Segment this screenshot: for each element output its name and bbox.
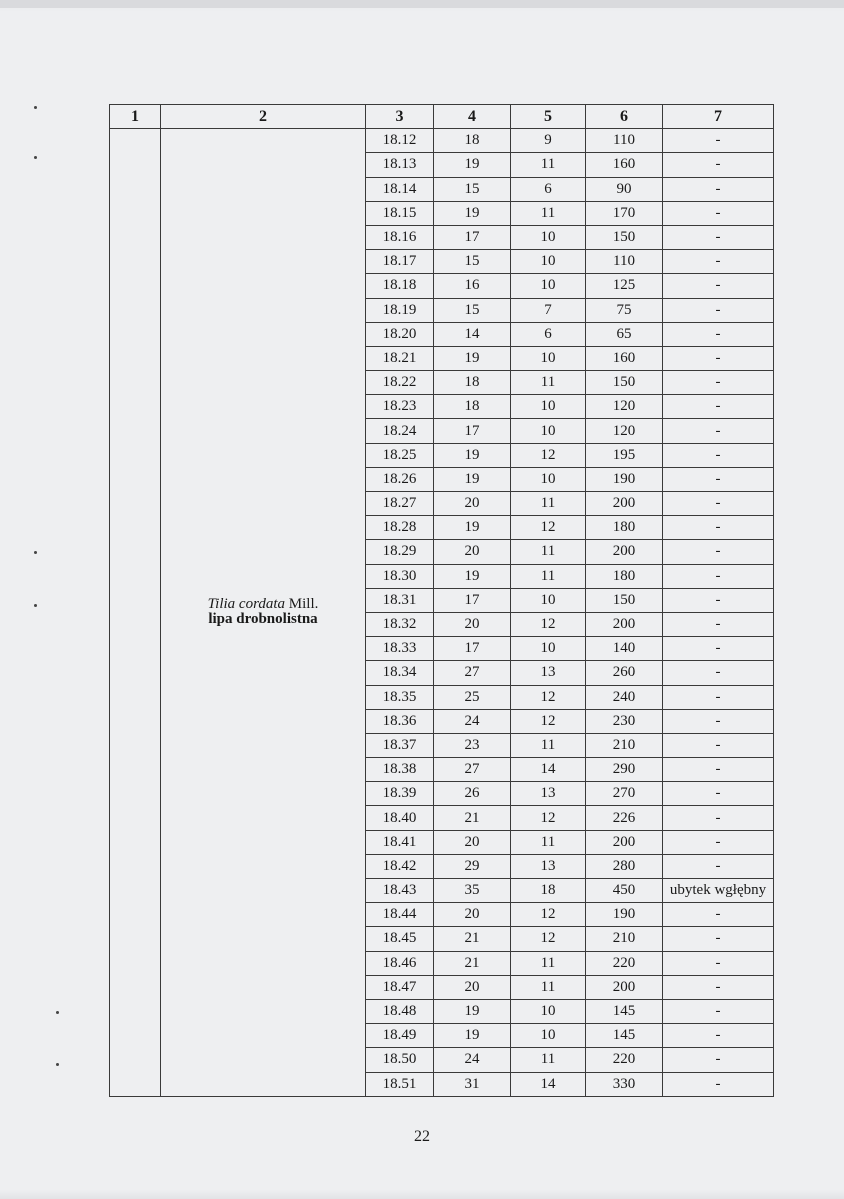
remarks-cell: - — [663, 782, 774, 806]
column-header: 2 — [161, 105, 366, 129]
crown-cell: 13 — [511, 661, 586, 685]
column-header: 5 — [511, 105, 586, 129]
crown-cell: 11 — [511, 1048, 586, 1072]
crown-cell: 10 — [511, 225, 586, 249]
circumference-cell: 150 — [586, 371, 663, 395]
height-cell: 18 — [434, 129, 511, 153]
height-cell: 19 — [434, 201, 511, 225]
remarks-cell: - — [663, 758, 774, 782]
circumference-cell: 120 — [586, 419, 663, 443]
remarks-cell: - — [663, 419, 774, 443]
circumference-cell: 195 — [586, 443, 663, 467]
page-number: 22 — [414, 1128, 430, 1145]
remarks-cell: - — [663, 322, 774, 346]
height-cell: 19 — [434, 1024, 511, 1048]
crown-cell: 13 — [511, 854, 586, 878]
tree-number-cell: 18.25 — [366, 443, 434, 467]
tree-number-cell: 18.49 — [366, 1024, 434, 1048]
circumference-cell: 330 — [586, 1072, 663, 1096]
height-cell: 35 — [434, 879, 511, 903]
remarks-cell: - — [663, 395, 774, 419]
height-cell: 19 — [434, 153, 511, 177]
height-cell: 17 — [434, 419, 511, 443]
height-cell: 15 — [434, 177, 511, 201]
crown-cell: 10 — [511, 467, 586, 491]
tree-number-cell: 18.24 — [366, 419, 434, 443]
remarks-cell: - — [663, 225, 774, 249]
species-common-name: lipa drobnolistna — [208, 611, 318, 628]
remarks-cell: - — [663, 999, 774, 1023]
remarks-cell: - — [663, 806, 774, 830]
crown-cell: 10 — [511, 419, 586, 443]
crown-cell: 12 — [511, 443, 586, 467]
circumference-cell: 65 — [586, 322, 663, 346]
circumference-cell: 450 — [586, 879, 663, 903]
tree-number-cell: 18.16 — [366, 225, 434, 249]
circumference-cell: 190 — [586, 903, 663, 927]
height-cell: 18 — [434, 371, 511, 395]
circumference-cell: 75 — [586, 298, 663, 322]
height-cell: 20 — [434, 903, 511, 927]
circumference-cell: 160 — [586, 346, 663, 370]
remarks-cell: - — [663, 250, 774, 274]
remarks-cell: - — [663, 903, 774, 927]
tree-inventory-table — [109, 104, 774, 1097]
height-cell: 24 — [434, 1048, 511, 1072]
tree-number-cell: 18.41 — [366, 830, 434, 854]
circumference-cell: 270 — [586, 782, 663, 806]
height-cell: 20 — [434, 612, 511, 636]
remarks-cell: - — [663, 516, 774, 540]
circumference-cell: 160 — [586, 153, 663, 177]
tree-number-cell: 18.35 — [366, 685, 434, 709]
circumference-cell: 120 — [586, 395, 663, 419]
column-header: 4 — [434, 105, 511, 129]
crown-cell: 9 — [511, 129, 586, 153]
tree-number-cell: 18.17 — [366, 250, 434, 274]
circumference-cell: 240 — [586, 685, 663, 709]
height-cell: 24 — [434, 709, 511, 733]
circumference-cell: 200 — [586, 612, 663, 636]
circumference-cell: 226 — [586, 806, 663, 830]
remarks-cell: - — [663, 540, 774, 564]
height-cell: 21 — [434, 806, 511, 830]
circumference-cell: 150 — [586, 225, 663, 249]
circumference-cell: 90 — [586, 177, 663, 201]
binding-hole-mark — [34, 156, 37, 159]
remarks-cell: - — [663, 371, 774, 395]
height-cell: 20 — [434, 492, 511, 516]
circumference-cell: 145 — [586, 1024, 663, 1048]
crown-cell: 14 — [511, 758, 586, 782]
height-cell: 19 — [434, 564, 511, 588]
remarks-cell: - — [663, 588, 774, 612]
tree-number-cell: 18.33 — [366, 637, 434, 661]
tree-number-cell: 18.47 — [366, 975, 434, 999]
remarks-cell: - — [663, 612, 774, 636]
binding-hole-mark — [34, 604, 37, 607]
tree-number-cell: 18.44 — [366, 903, 434, 927]
tree-number-cell: 18.31 — [366, 588, 434, 612]
tree-number-cell: 18.15 — [366, 201, 434, 225]
crown-cell: 12 — [511, 927, 586, 951]
remarks-cell: - — [663, 733, 774, 757]
height-cell: 29 — [434, 854, 511, 878]
tree-number-cell: 18.36 — [366, 709, 434, 733]
remarks-cell: - — [663, 830, 774, 854]
crown-cell: 12 — [511, 685, 586, 709]
height-cell: 21 — [434, 927, 511, 951]
circumference-cell: 210 — [586, 927, 663, 951]
height-cell: 23 — [434, 733, 511, 757]
tree-number-cell: 18.18 — [366, 274, 434, 298]
height-cell: 16 — [434, 274, 511, 298]
circumference-cell: 280 — [586, 854, 663, 878]
remarks-cell: - — [663, 1048, 774, 1072]
remarks-cell: - — [663, 564, 774, 588]
circumference-cell: 140 — [586, 637, 663, 661]
crown-cell: 11 — [511, 975, 586, 999]
remarks-cell: - — [663, 177, 774, 201]
remarks-cell: - — [663, 1024, 774, 1048]
column-header: 6 — [586, 105, 663, 129]
height-cell: 15 — [434, 250, 511, 274]
crown-cell: 10 — [511, 250, 586, 274]
circumference-cell: 150 — [586, 588, 663, 612]
crown-cell: 18 — [511, 879, 586, 903]
binding-hole-mark — [34, 106, 37, 109]
tree-number-cell: 18.27 — [366, 492, 434, 516]
crown-cell: 11 — [511, 201, 586, 225]
crown-cell: 12 — [511, 903, 586, 927]
circumference-cell: 200 — [586, 830, 663, 854]
crown-cell: 14 — [511, 1072, 586, 1096]
circumference-cell: 170 — [586, 201, 663, 225]
tree-number-cell: 18.20 — [366, 322, 434, 346]
height-cell: 19 — [434, 443, 511, 467]
circumference-cell: 145 — [586, 999, 663, 1023]
crown-cell: 12 — [511, 806, 586, 830]
table-row — [110, 129, 774, 153]
remarks-cell: - — [663, 1072, 774, 1096]
height-cell: 27 — [434, 758, 511, 782]
crown-cell: 6 — [511, 322, 586, 346]
crown-cell: 11 — [511, 733, 586, 757]
tree-number-cell: 18.51 — [366, 1072, 434, 1096]
height-cell: 25 — [434, 685, 511, 709]
tree-number-cell: 18.50 — [366, 1048, 434, 1072]
remarks-cell: - — [663, 298, 774, 322]
remarks-cell: - — [663, 201, 774, 225]
remarks-cell: - — [663, 492, 774, 516]
tree-number-cell: 18.23 — [366, 395, 434, 419]
height-cell: 17 — [434, 225, 511, 249]
crown-cell: 11 — [511, 564, 586, 588]
binding-hole-mark — [56, 1063, 59, 1066]
circumference-cell: 110 — [586, 129, 663, 153]
crown-cell: 10 — [511, 274, 586, 298]
circumference-cell: 190 — [586, 467, 663, 491]
tree-number-cell: 18.30 — [366, 564, 434, 588]
lp-cell — [110, 129, 161, 1097]
crown-cell: 10 — [511, 346, 586, 370]
height-cell: 17 — [434, 588, 511, 612]
tree-number-cell: 18.43 — [366, 879, 434, 903]
tree-number-cell: 18.39 — [366, 782, 434, 806]
circumference-cell: 110 — [586, 250, 663, 274]
species-cell — [161, 129, 366, 1097]
circumference-cell: 230 — [586, 709, 663, 733]
column-header: 1 — [110, 105, 161, 129]
remarks-cell: - — [663, 129, 774, 153]
crown-cell: 10 — [511, 999, 586, 1023]
height-cell: 19 — [434, 467, 511, 491]
tree-number-cell: 18.29 — [366, 540, 434, 564]
remarks-cell: ubytek wgłębny — [663, 879, 774, 903]
crown-cell: 6 — [511, 177, 586, 201]
species-author: Mill. — [288, 596, 319, 613]
crown-cell: 10 — [511, 588, 586, 612]
tree-number-cell: 18.40 — [366, 806, 434, 830]
crown-cell: 10 — [511, 1024, 586, 1048]
circumference-cell: 200 — [586, 540, 663, 564]
tree-number-cell: 18.26 — [366, 467, 434, 491]
height-cell: 20 — [434, 975, 511, 999]
remarks-cell: - — [663, 443, 774, 467]
crown-cell: 11 — [511, 492, 586, 516]
tree-number-cell: 18.28 — [366, 516, 434, 540]
species-latin-name: Tilia cordata — [207, 596, 286, 613]
circumference-cell: 180 — [586, 516, 663, 540]
height-cell: 20 — [434, 540, 511, 564]
circumference-cell: 180 — [586, 564, 663, 588]
height-cell: 14 — [434, 322, 511, 346]
height-cell: 19 — [434, 516, 511, 540]
tree-number-cell: 18.45 — [366, 927, 434, 951]
tree-number-cell: 18.37 — [366, 733, 434, 757]
crown-cell: 12 — [511, 709, 586, 733]
remarks-cell: - — [663, 975, 774, 999]
tree-number-cell: 18.42 — [366, 854, 434, 878]
circumference-cell: 260 — [586, 661, 663, 685]
height-cell: 31 — [434, 1072, 511, 1096]
remarks-cell: - — [663, 951, 774, 975]
height-cell: 20 — [434, 830, 511, 854]
circumference-cell: 290 — [586, 758, 663, 782]
tree-number-cell: 18.12 — [366, 129, 434, 153]
circumference-cell: 200 — [586, 492, 663, 516]
remarks-cell: - — [663, 637, 774, 661]
tree-number-cell: 18.14 — [366, 177, 434, 201]
circumference-cell: 220 — [586, 1048, 663, 1072]
height-cell: 17 — [434, 637, 511, 661]
remarks-cell: - — [663, 709, 774, 733]
tree-number-cell: 18.19 — [366, 298, 434, 322]
height-cell: 21 — [434, 951, 511, 975]
crown-cell: 7 — [511, 298, 586, 322]
binding-hole-mark — [56, 1011, 59, 1014]
remarks-cell: - — [663, 346, 774, 370]
crown-cell: 10 — [511, 637, 586, 661]
crown-cell: 12 — [511, 612, 586, 636]
remarks-cell: - — [663, 153, 774, 177]
circumference-cell: 200 — [586, 975, 663, 999]
crown-cell: 11 — [511, 951, 586, 975]
crown-cell: 11 — [511, 153, 586, 177]
circumference-cell: 220 — [586, 951, 663, 975]
circumference-cell: 125 — [586, 274, 663, 298]
crown-cell: 12 — [511, 516, 586, 540]
crown-cell: 11 — [511, 371, 586, 395]
height-cell: 18 — [434, 395, 511, 419]
crown-cell: 10 — [511, 395, 586, 419]
remarks-cell: - — [663, 661, 774, 685]
tree-number-cell: 18.34 — [366, 661, 434, 685]
tree-number-cell: 18.32 — [366, 612, 434, 636]
height-cell: 15 — [434, 298, 511, 322]
crown-cell: 13 — [511, 782, 586, 806]
tree-number-cell: 18.38 — [366, 758, 434, 782]
height-cell: 26 — [434, 782, 511, 806]
tree-number-cell: 18.48 — [366, 999, 434, 1023]
table-header-row — [110, 105, 774, 129]
table-body — [110, 129, 774, 1097]
scan-top-edge — [0, 0, 844, 8]
tree-number-cell: 18.46 — [366, 951, 434, 975]
remarks-cell: - — [663, 274, 774, 298]
height-cell: 19 — [434, 999, 511, 1023]
remarks-cell: - — [663, 854, 774, 878]
binding-hole-mark — [34, 551, 37, 554]
column-header: 3 — [366, 105, 434, 129]
column-header: 7 — [663, 105, 774, 129]
remarks-cell: - — [663, 927, 774, 951]
tree-number-cell: 18.22 — [366, 371, 434, 395]
height-cell: 27 — [434, 661, 511, 685]
remarks-cell: - — [663, 467, 774, 491]
tree-number-cell: 18.13 — [366, 153, 434, 177]
circumference-cell: 210 — [586, 733, 663, 757]
height-cell: 19 — [434, 346, 511, 370]
crown-cell: 11 — [511, 830, 586, 854]
tree-number-cell: 18.21 — [366, 346, 434, 370]
remarks-cell: - — [663, 685, 774, 709]
crown-cell: 11 — [511, 540, 586, 564]
